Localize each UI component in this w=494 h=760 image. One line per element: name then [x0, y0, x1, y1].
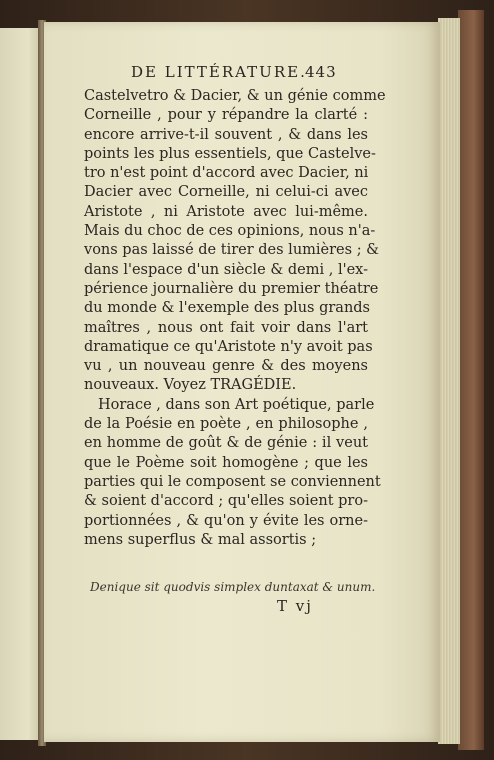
running-head-title: DE LITTÉRATURE. — [131, 63, 307, 81]
text-line: Aristote , ni Aristote avec lui-même. — [84, 203, 368, 220]
text-line: Mais du choc de ces opinions, nous n'a- — [84, 223, 376, 240]
text-line: & soient d'accord ; qu'elles soient pro- — [84, 493, 368, 510]
text-line: Castelvetro & Dacier, & un génie comme — [84, 88, 386, 104]
latin-quotation: Denique sit quodvis simplex duntaxat & unum. — [90, 580, 376, 594]
text-line: points les plus essentiels, que Castelve- — [84, 145, 376, 162]
text-line: portionnées , & qu'on y évite les orne- — [84, 512, 368, 529]
text-line: Horace , dans son Art poétique, parle — [98, 396, 375, 413]
text-line: mens superflus & mal assortis ; — [84, 531, 317, 548]
text-line: vons pas laissé de tirer des lumières ; & — [84, 242, 380, 259]
text-line: dramatique ce qu'Aristote n'y avoit pas — [84, 338, 373, 355]
page-number: 443 — [305, 63, 337, 81]
page-body-text — [84, 87, 386, 550]
text-line: du monde & l'exemple des plus grands — [84, 300, 370, 317]
text-line: Corneille , pour y répandre la clarté : — [84, 107, 368, 124]
book-cover-edge — [458, 10, 484, 750]
text-line: parties qui le composent se conviennent — [84, 473, 381, 490]
text-line: Dacier avec Corneille, ni celui-ci avec — [84, 184, 368, 201]
text-line: en homme de goût & de génie : il veut — [84, 435, 368, 452]
text-line: de la Poésie en poète , en philosophe , — [84, 416, 368, 433]
previous-page-strip — [0, 28, 40, 740]
signature-mark: T vj — [277, 597, 313, 615]
text-line: dans l'espace d'un siècle & demi , l'ex- — [84, 261, 368, 278]
text-line: maîtres , nous ont fait voir dans l'art — [84, 319, 368, 336]
text-line: vu , un nouveau genre & des moyens — [84, 358, 368, 375]
text-line: que le Poème soit homogène ; que les — [84, 454, 368, 471]
running-head — [0, 63, 438, 89]
text-line: périence journalière du premier théatre — [84, 280, 379, 297]
page-fore-edge — [438, 18, 460, 744]
text-line: tro n'est point d'accord avec Dacier, ni — [84, 165, 369, 182]
text-line: encore arrive-t-il souvent , & dans les — [84, 126, 368, 143]
text-line: nouveaux. Voyez TRAGÉDIE. — [84, 377, 297, 394]
